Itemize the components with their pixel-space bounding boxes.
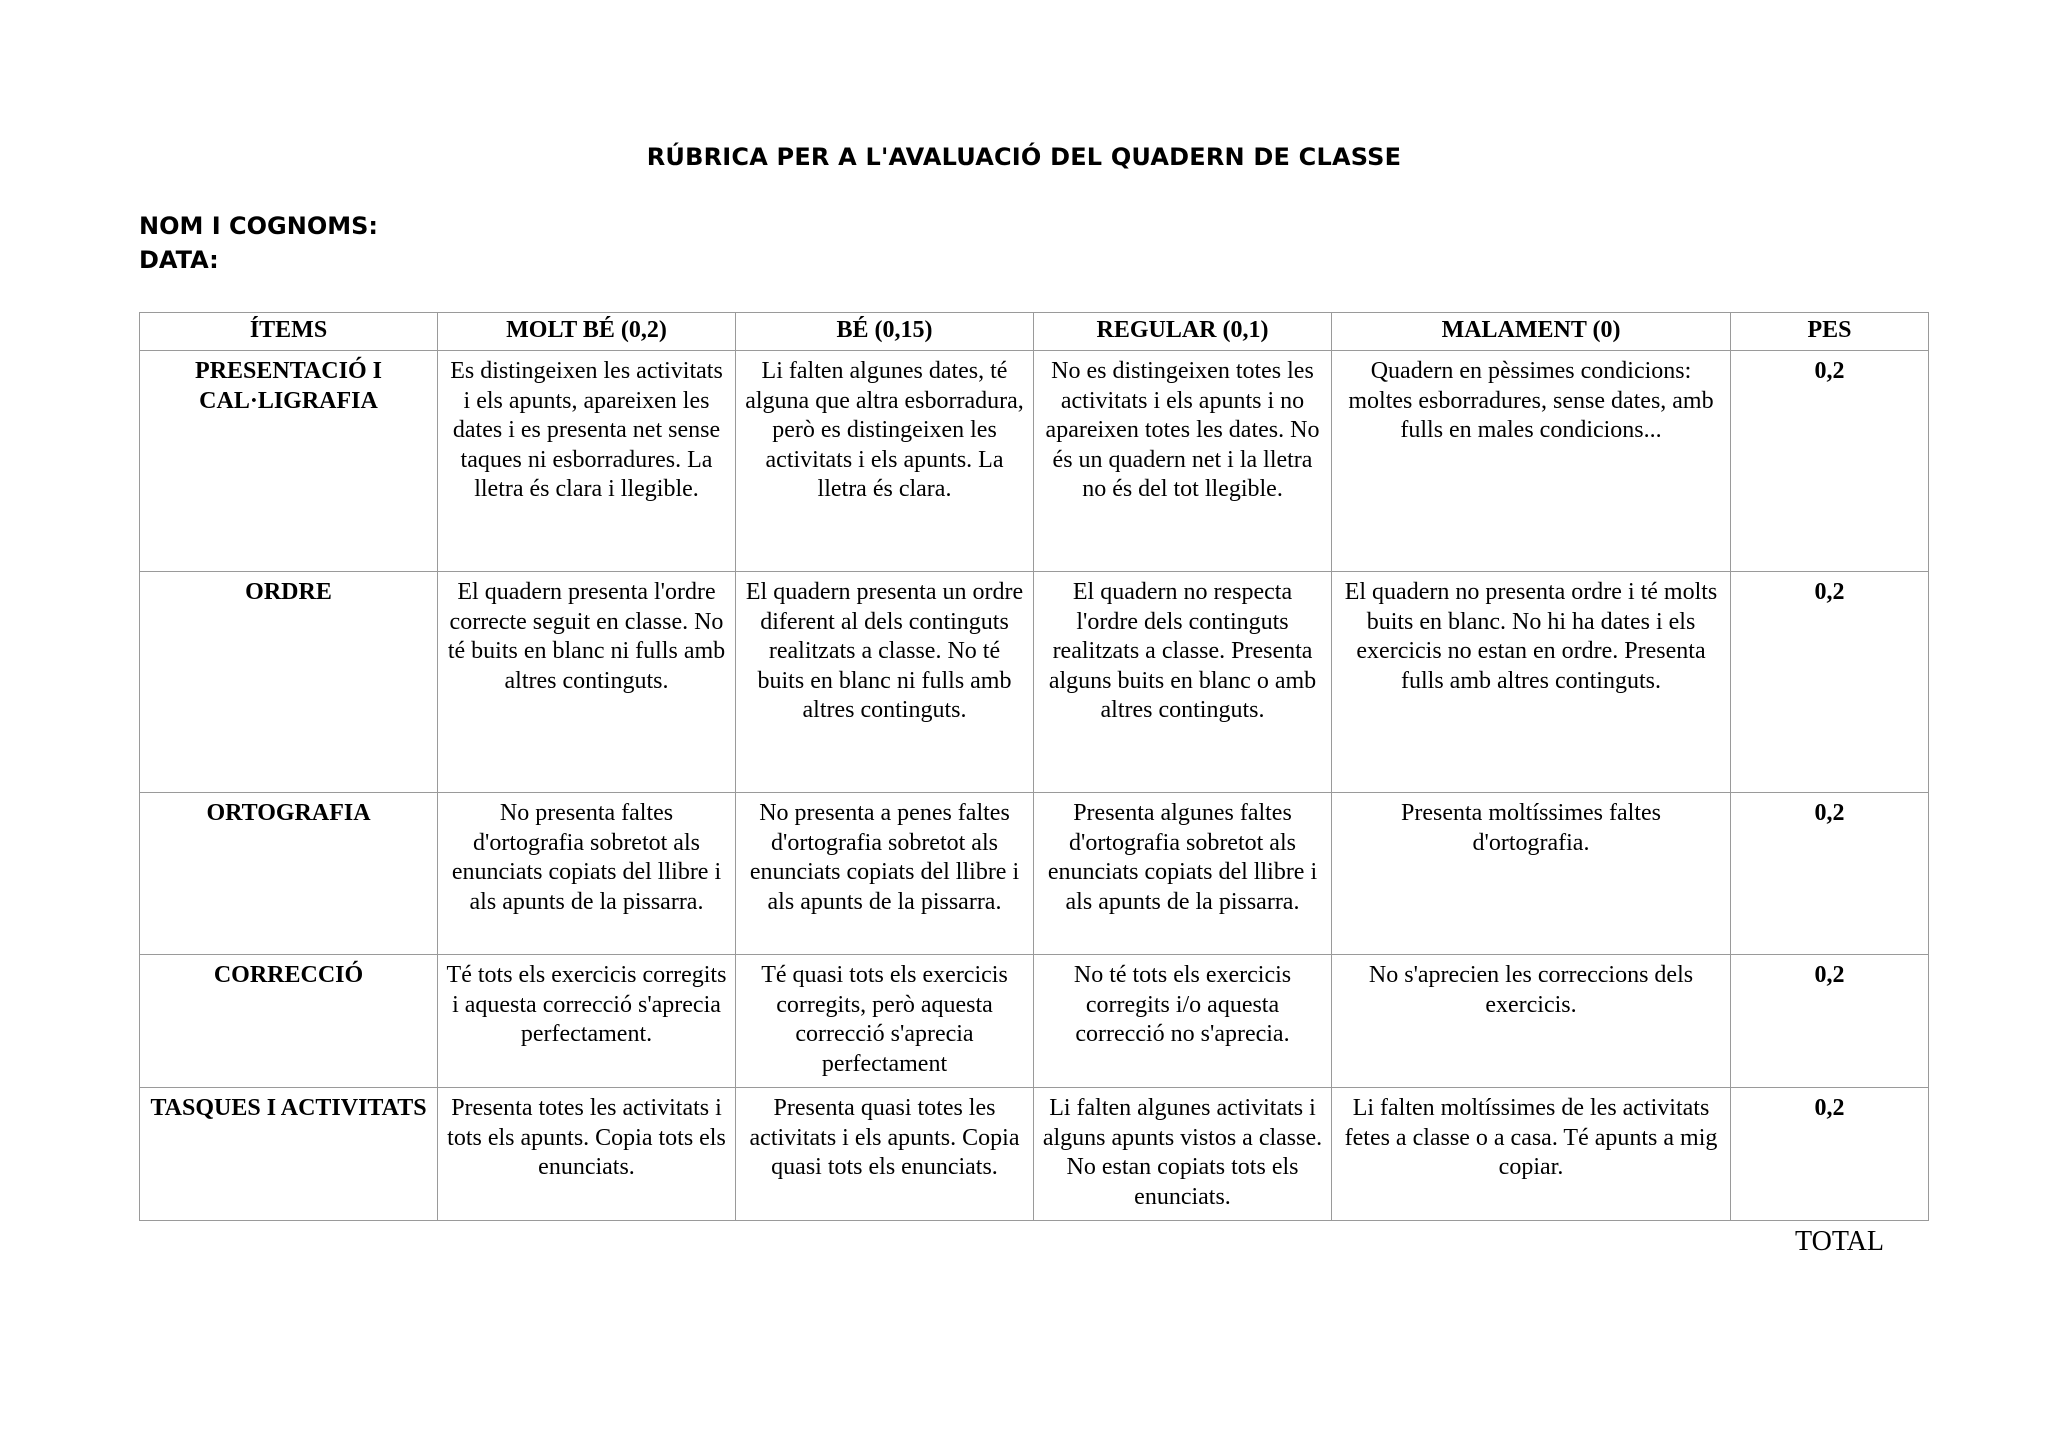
cell-be: Té quasi tots els exercicis corregits, però aquesta correcció s'aprecia perfectament	[736, 955, 1034, 1088]
table-row	[140, 793, 1929, 955]
cell-molt-be: Té tots els exercicis corregits i aquesta correcció s'aprecia perfectament.	[438, 955, 736, 1088]
table-row	[140, 351, 1929, 572]
cell-molt-be: Es distingeixen les activitats i els apunts, apareixen les dates i es presenta net sense taques ni esborradures. La lletra és clara i llegible.	[438, 351, 736, 572]
cell-regular: Presenta algunes faltes d'ortografia sobretot als enunciats copiats del llibre i als apunts de la pissarra.	[1034, 793, 1332, 955]
cell-pes: 0,2	[1731, 955, 1929, 1088]
cell-malament: Quadern en pèssimes condicions: moltes esborradures, sense dates, amb fulls en males condicions...	[1332, 351, 1731, 572]
header-malament: MALAMENT (0)	[1332, 313, 1731, 351]
table-row	[140, 1088, 1929, 1221]
cell-malament: No s'aprecien les correccions dels exercicis.	[1332, 955, 1731, 1088]
cell-pes: 0,2	[1731, 793, 1929, 955]
cell-be: El quadern presenta un ordre diferent al dels continguts realitzats a classe. No té buits en blanc ni fulls amb altres continguts.	[736, 572, 1034, 793]
row-item-label: CORRECCIÓ	[140, 955, 438, 1088]
cell-regular: No es distingeixen totes les activitats i els apunts i no apareixen totes les dates. No és un quadern net i la lletra no és del tot llegible.	[1034, 351, 1332, 572]
row-item-label: ORDRE	[140, 572, 438, 793]
cell-regular: El quadern no respecta l'ordre dels continguts realitzats a classe. Presenta alguns buits en blanc o amb altres continguts.	[1034, 572, 1332, 793]
table-row	[140, 955, 1929, 1088]
cell-pes: 0,2	[1731, 351, 1929, 572]
document-title: RÚBRICA PER A L'AVALUACIÓ DEL QUADERN DE CLASSE	[646, 143, 1402, 171]
header-regular: REGULAR (0,1)	[1034, 313, 1332, 351]
cell-pes: 0,2	[1731, 572, 1929, 793]
rubric-table	[139, 312, 1929, 1221]
cell-be: Li falten algunes dates, té alguna que altra esborradura, però es distingeixen les activitats i els apunts. La lletra és clara.	[736, 351, 1034, 572]
row-item-label: TASQUES I ACTIVITATS	[140, 1088, 438, 1221]
header-molt-be: MOLT BÉ (0,2)	[438, 313, 736, 351]
cell-be: Presenta quasi totes les activitats i els apunts. Copia quasi tots els enunciats.	[736, 1088, 1034, 1221]
header-items: ÍTEMS	[140, 313, 438, 351]
date-field-label: DATA:	[139, 246, 219, 274]
cell-malament: El quadern no presenta ordre i té molts buits en blanc. No hi ha dates i els exercicis no estan en ordre. Presenta fulls amb altres continguts.	[1332, 572, 1731, 793]
row-item-label: ORTOGRAFIA	[140, 793, 438, 955]
cell-be: No presenta a penes faltes d'ortografia sobretot als enunciats copiats del llibre i als apunts de la pissarra.	[736, 793, 1034, 955]
name-field-label: NOM I COGNOMS:	[139, 212, 378, 240]
row-item-label: PRESENTACIÓ I CAL·LIGRAFIA	[140, 351, 438, 572]
cell-regular: Li falten algunes activitats i alguns apunts vistos a classe. No estan copiats tots els enunciats.	[1034, 1088, 1332, 1221]
cell-regular: No té tots els exercicis corregits i/o aquesta correcció no s'aprecia.	[1034, 955, 1332, 1088]
table-row	[140, 572, 1929, 793]
total-label: TOTAL	[1795, 1226, 1885, 1257]
header-pes: PES	[1731, 313, 1929, 351]
cell-molt-be: El quadern presenta l'ordre correcte seguit en classe. No té buits en blanc ni fulls amb altres continguts.	[438, 572, 736, 793]
cell-pes: 0,2	[1731, 1088, 1929, 1221]
cell-malament: Presenta moltíssimes faltes d'ortografia.	[1332, 793, 1731, 955]
header-be: BÉ (0,15)	[736, 313, 1034, 351]
table-header-row	[140, 313, 1929, 351]
cell-malament: Li falten moltíssimes de les activitats fetes a classe o a casa. Té apunts a mig copiar.	[1332, 1088, 1731, 1221]
cell-molt-be: No presenta faltes d'ortografia sobretot als enunciats copiats del llibre i als apunts de la pissarra.	[438, 793, 736, 955]
cell-molt-be: Presenta totes les activitats i tots els apunts. Copia tots els enunciats.	[438, 1088, 736, 1221]
